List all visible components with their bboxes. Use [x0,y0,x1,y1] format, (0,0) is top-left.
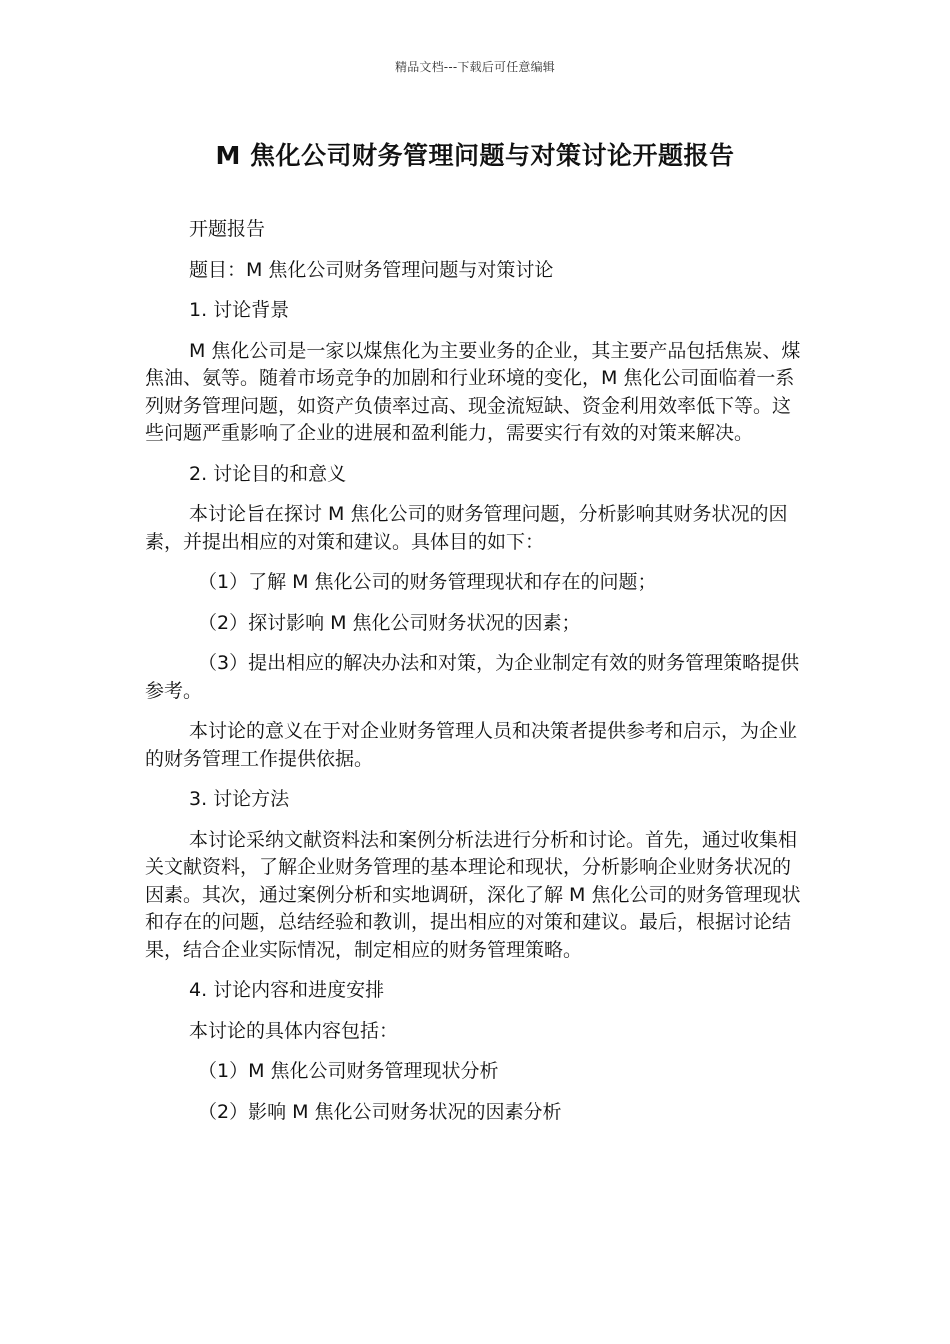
document-title: M 焦化公司财务管理问题与对策讨论开题报告 [215,141,735,170]
section-heading-purpose: 2. 讨论目的和意义 [189,462,347,485]
paragraph-method: 本讨论采纳文献资料法和案例分析法进行分析和讨论。首先，通过收集相关文献资料，了解企业财务管理的基本理论和现状，分析影响企业财务状况的因素。其次，通过案例分析和实地调研，深化了解 M 焦化公司的财务管理现状和存在的问题，总结经验和教训，提出相应的对策和建议。最后，根据讨论结果，结合企业实际情况，制定相应的财务管理策略。 [145,828,801,961]
paragraph-purpose: 本讨论旨在探讨 M 焦化公司的财务管理问题，分析影响其财务状况的因素，并提出相应的对策和建议。具体目的如下： [145,503,788,553]
section-heading-method: 3. 讨论方法 [189,788,290,810]
report-label: 开题报告 [189,218,266,240]
list-item-purpose-2: （2）探讨影响 M 焦化公司财务状况的因素； [198,611,581,634]
section-heading-content: 4. 讨论内容和进度安排 [189,979,385,1001]
paragraph-content-intro: 本讨论的具体内容包括： [189,1019,399,1042]
list-item-content-1: （1）M 焦化公司财务管理现状分析 [198,1060,499,1082]
document-body [145,216,807,1139]
paragraph-background: M 焦化公司是一家以煤焦化为主要业务的企业，其主要产品包括焦炭、煤焦油、氨等。随着市场竞争的加剧和行业环境的变化，M 焦化公司面临着一系列财务管理问题，如资产负债率过高、现金流短缺、资金利用效率低下等。这些问题严重影响了企业的进展和盈利能力，需要实行有效的对策来解决。 [145,339,801,444]
list-item-content-2: （2）影响 M 焦化公司财务状况的因素分析 [198,1100,562,1123]
paragraph-significance: 本讨论的意义在于对企业财务管理人员和决策者提供参考和启示，为企业的财务管理工作提供依据。 [145,720,798,770]
list-item-purpose-3: （3）提出相应的解决办法和对策，为企业制定有效的财务管理策略提供参考。 [145,652,800,702]
list-item-purpose-1: （1）了解 M 焦化公司的财务管理现状和存在的问题； [198,571,657,593]
report-topic: 题目：M 焦化公司财务管理问题与对策讨论 [189,258,554,281]
section-heading-background: 1. 讨论背景 [189,299,290,321]
header-note: 精品文档---下载后可任意编辑 [395,60,555,74]
